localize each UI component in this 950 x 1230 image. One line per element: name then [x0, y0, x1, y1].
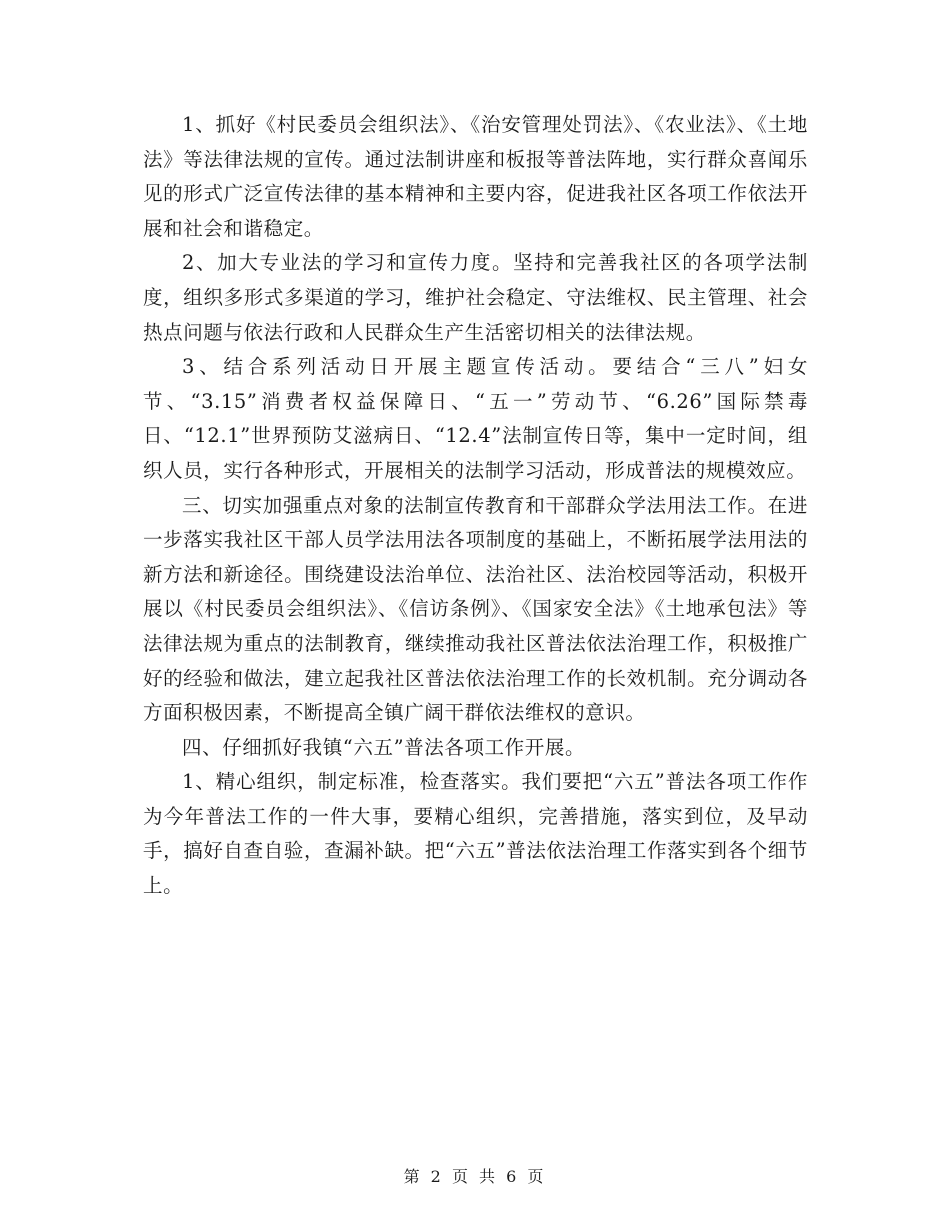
paragraph-4: 三、切实加强重点对象的法制宣传教育和干部群众学法用法工作。在进一步落实我社区干部人员学法用法各项制度的基础上，不断拓展学法用法的新方法和新途径。围绕建设法治单位、法治社区、法治校园等活动，积极开展以《村民委员会组织法》、《信访条例》、《国家安全法》《土地承包法》等法律法规为重点的法制教育，继续推动我社区普法依法治理工作，积极推广好的经验和做法，建立起我社区普法依法治理工作的长效机制。充分调动各方面积极因素，不断提高全镇广阔干群依法维权的意识。	[143, 493, 808, 725]
paragraph-3: 3、结合系列活动日开展主题宣传活动。要结合“三八”妇女节、“3.15”消费者权益保障日、“五一”劳动节、“6.26”国际禁毒日、“12.1”世界预防艾滋病日、“12.4”法制宣传日等，集中一定时间，组织人员，实行各种形式，开展相关的法制学习活动，形成普法的规模效应。	[143, 355, 808, 482]
paragraph-6: 1、精心组织，制定标准，检查落实。我们要把“六五”普法各项工作作为今年普法工作的一件大事，要精心组织，完善措施，落实到位，及早动手，搞好自查自验，查漏补缺。把“六五”普法依法治理工作落实到各个细节上。	[143, 770, 808, 898]
paragraph-1: 1、抓好《村民委员会组织法》、《治安管理处罚法》、《农业法》、《土地法》等法律法规的宣传。通过法制讲座和板报等普法阵地，实行群众喜闻乐见的形式广泛宣传法律的基本精神和主要内容，促进我社区各项工作依法开展和社会和谐稳定。	[143, 113, 808, 240]
page-number-footer: 第 2 页 共 6 页	[403, 1167, 547, 1186]
paragraph-2: 2、加大专业法的学习和宣传力度。坚持和完善我社区的各项学法制度，组织多形式多渠道的学习，维护社会稳定、守法维权、民主管理、社会热点问题与依法行政和人民群众生产生活密切相关的法律法规。	[143, 251, 808, 344]
paragraph-5: 四、仔细抓好我镇“六五”普法各项工作开展。	[182, 735, 586, 759]
document-body	[143, 108, 808, 904]
